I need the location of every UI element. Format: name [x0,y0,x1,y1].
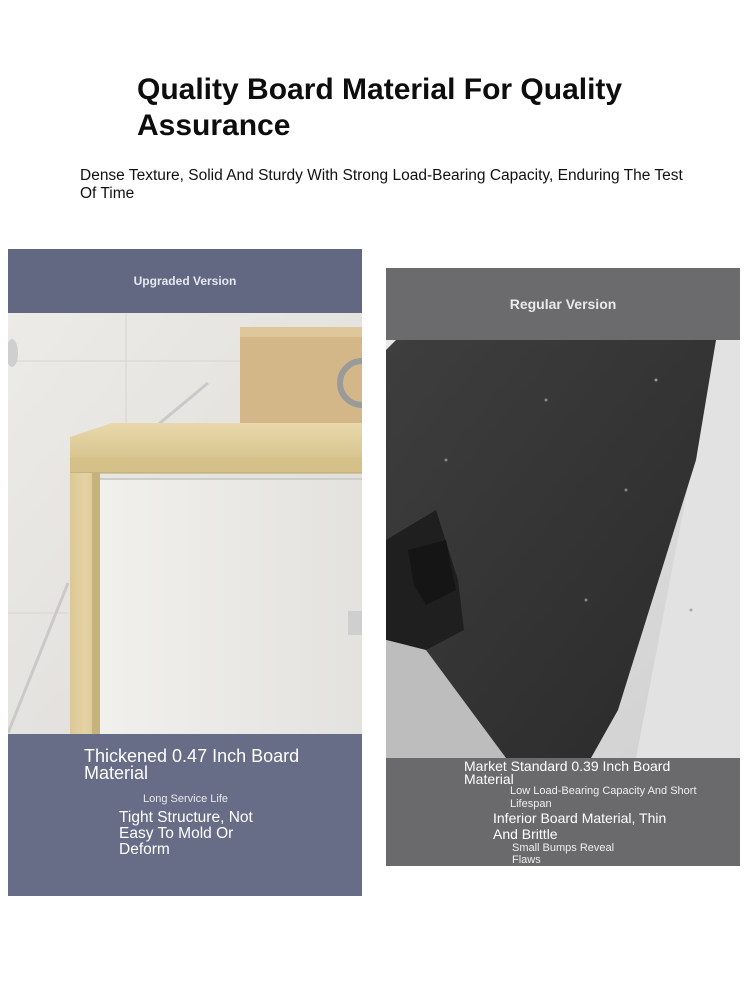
upgraded-version-info [8,734,362,896]
upgraded-version-card [8,249,362,896]
regular-board-photo [386,340,740,758]
page-title: Quality Board Material For Quality Assurance [137,73,623,142]
upgraded-thickness-text: Thickened 0.47 Inch Board Material [84,746,300,783]
upgraded-lifespan-text: Long Service Life [143,793,228,805]
regular-flaws-text: Small Bumps Reveal Flaws [512,842,615,866]
regular-version-card [386,268,740,866]
regular-thickness-text: Market Standard 0.39 Inch Board Material [464,758,671,787]
upgraded-board-photo [8,313,362,734]
regular-version-label: Regular Version [386,268,740,340]
regular-material-text: Inferior Board Material, Thin And Brittle [493,810,667,842]
regular-version-info [386,758,740,866]
page-subtitle: Dense Texture, Solid And Sturdy With Strong Load-Bearing Capacity, Enduring The Test Of Time [80,167,683,202]
upgraded-version-label: Upgraded Version [8,249,362,313]
upgraded-structure-text: Tight Structure, Not Easy To Mold Or Deform [119,809,253,858]
regular-lifespan-text: Low Load-Bearing Capacity And Short Lifespan [510,785,697,810]
